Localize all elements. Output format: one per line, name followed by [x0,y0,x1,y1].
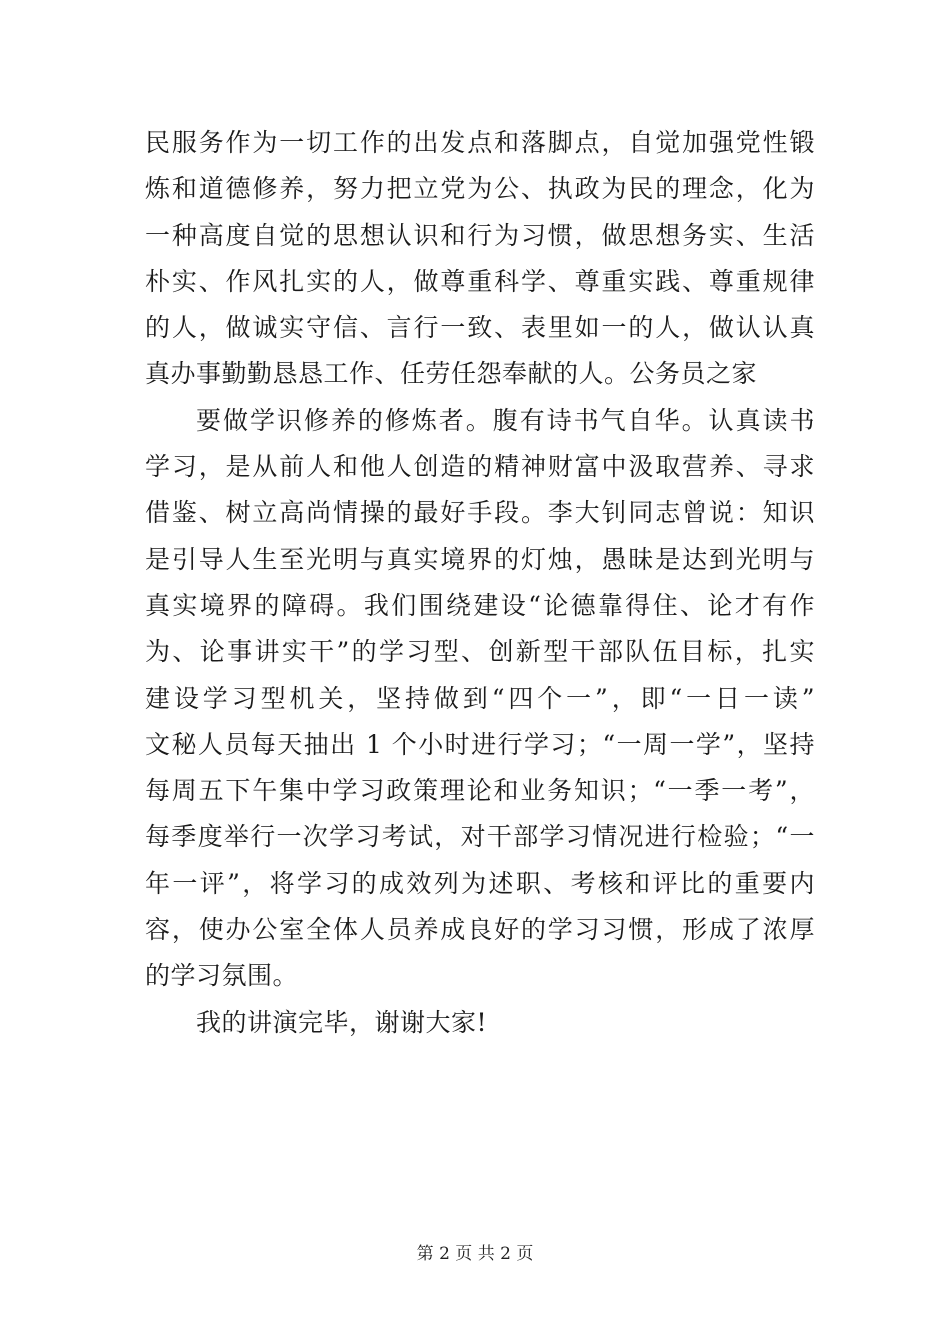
text-line: 文秘人员每天抽出 1 个小时进行学习；“一周一学”，坚持 [145,729,815,759]
text-line: 借鉴、树立高尚情操的最好手段。李大钊同志曾说：知识 [145,498,815,528]
text-line: 为、论事讲实干”的学习型、创新型干部队伍目标，扎实 [145,637,815,667]
document-body [145,120,815,1046]
text-line: 每周五下午集中学习政策理论和业务知识；“一季一考”， [145,776,815,806]
text-line: 是引导人生至光明与真实境界的灯烛，愚昧是达到光明与 [145,544,815,574]
text-line: 真实境界的障碍。我们围绕建设“论德靠得住、论才有作 [145,590,815,620]
text-line: 每季度举行一次学习考试，对干部学习情况进行检验；“一 [145,822,815,852]
text-line: 建设学习型机关，坚持做到“四个一”，即“一日一读” [145,683,815,713]
text-line: 学习，是从前人和他人创造的精神财富中汲取营养、寻求 [145,452,815,482]
text-line: 容，使办公室全体人员养成良好的学习习惯，形成了浓厚 [145,915,815,945]
text-line: 真办事勤勤恳恳工作、任劳任怨奉献的人。公务员之家 [145,359,758,389]
text-line: 一种高度自觉的思想认识和行为习惯，做思想务实、生活 [145,220,815,250]
text-line: 的学习氛围。 [145,961,299,991]
text-line: 年一评”，将学习的成效列为述职、考核和评比的重要内 [145,868,815,898]
page-number-footer: 第 2 页 共 2 页 [416,1244,534,1264]
text-line: 民服务作为一切工作的出发点和落脚点，自觉加强党性锻 [145,128,815,157]
text-line: 炼和道德修养，努力把立党为公、执政为民的理念，化为 [145,174,815,204]
text-line: 的人，做诚实守信、言行一致、表里如一的人，做认认真 [145,313,815,343]
text-line: 要做学识修养的修炼者。腹有诗书气自华。认真读书 [196,405,815,435]
text-line: 朴实、作风扎实的人，做尊重科学、尊重实践、尊重规律 [145,266,815,296]
text-line: 我的讲演完毕，谢谢大家! [196,1007,488,1037]
